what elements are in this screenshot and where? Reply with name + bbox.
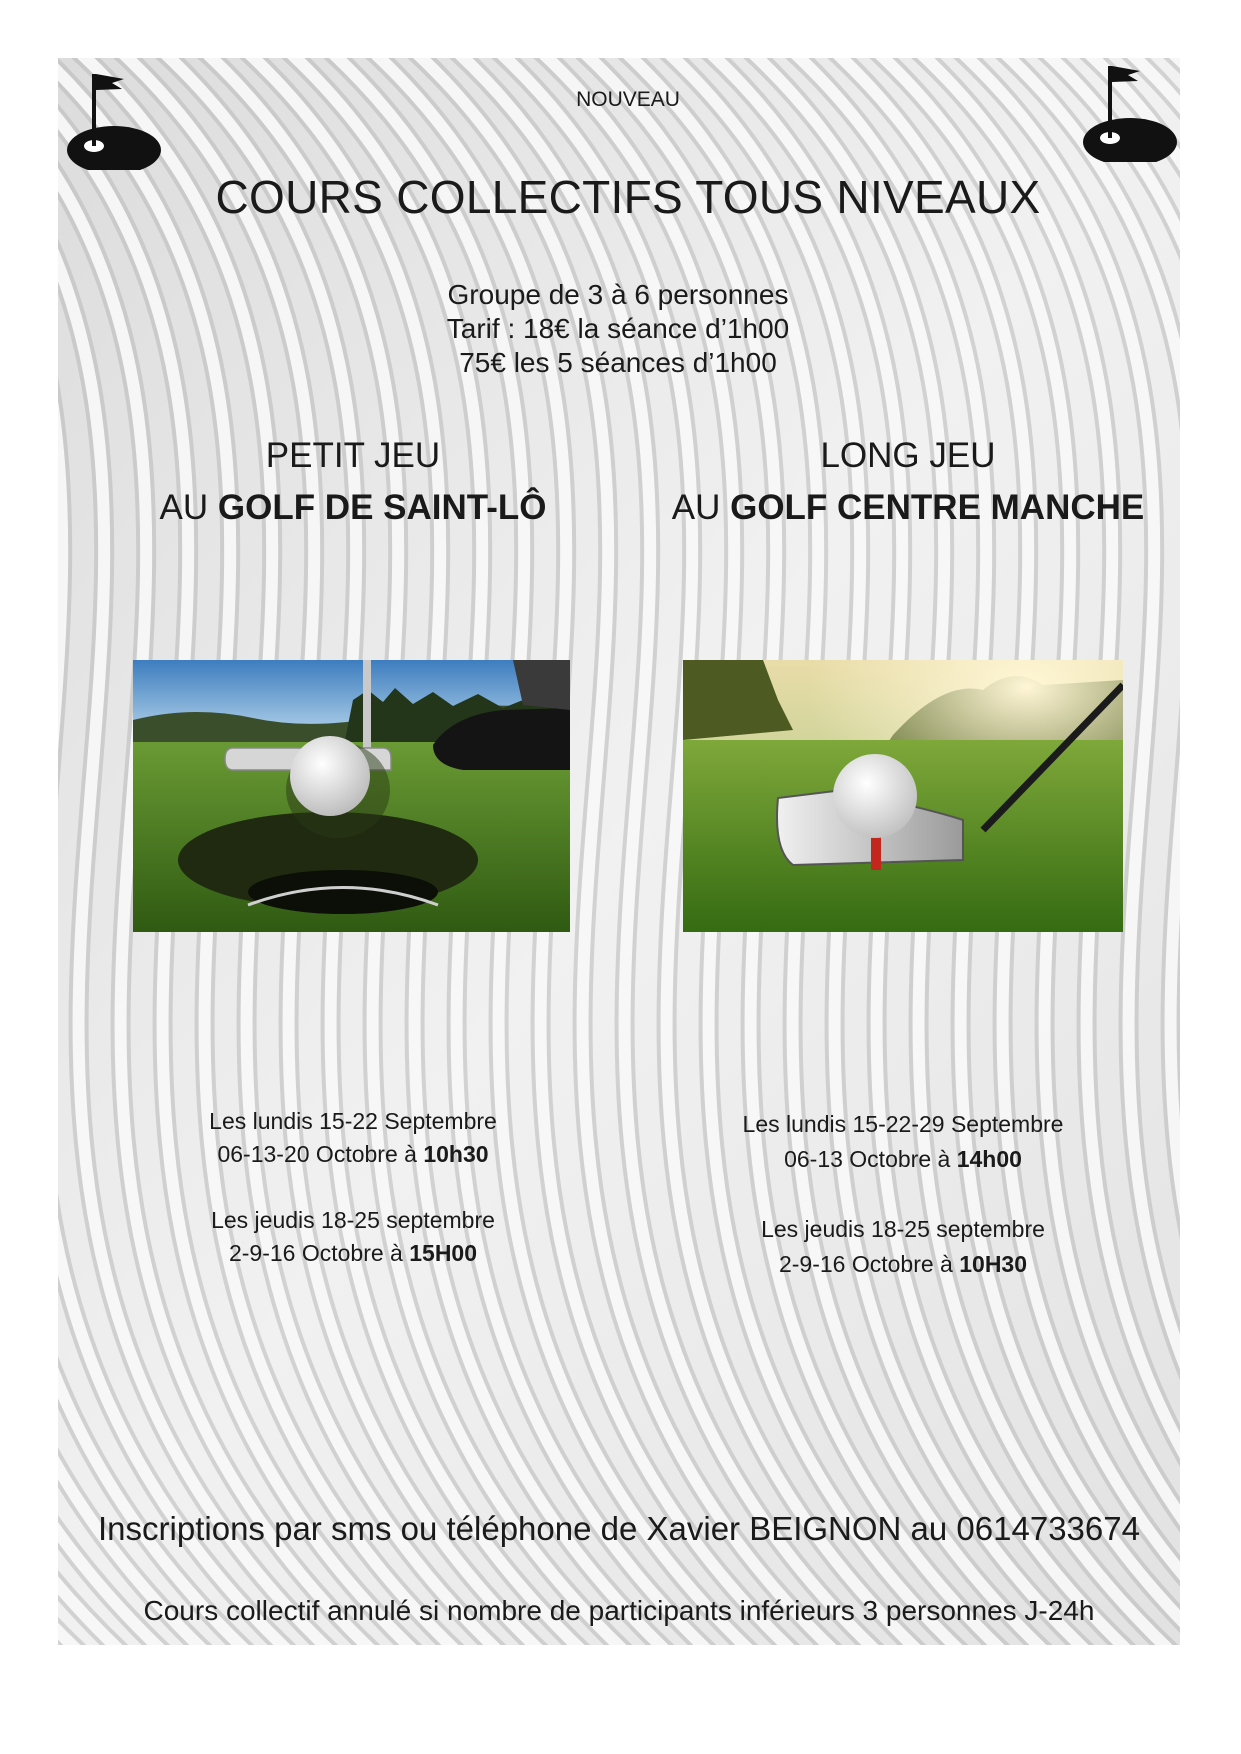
registration-text: Inscriptions par sms ou téléphone de Xavier BEIGNON au 0614733674 <box>98 1510 1140 1547</box>
right-heading <box>648 430 1168 534</box>
left-course-type: PETIT JEU <box>265 436 441 475</box>
poster <box>58 58 1180 1645</box>
right-thursdays-october-text: 2-9-16 Octobre à <box>778 1251 953 1277</box>
page-title: COURS COLLECTIFS TOUS NIVEAUX <box>215 171 1041 223</box>
left-thursdays-october-text: 2-9-16 Octobre à <box>228 1240 403 1266</box>
right-thursdays-time: 10H30 <box>959 1251 1028 1277</box>
left-thursdays-dates: Les jeudis 18-25 septembre <box>211 1207 495 1233</box>
golf-flag-icon-right <box>1078 62 1178 162</box>
price-pack-text: 75€ les 5 séances d’1h00 <box>459 347 777 378</box>
right-thursdays-october <box>668 1247 1138 1282</box>
putting-photo <box>133 660 570 932</box>
golf-flag-icon-left <box>64 70 164 170</box>
badge-label: NOUVEAU <box>576 88 680 111</box>
left-heading <box>118 430 588 534</box>
left-location-name: GOLF DE SAINT-LÔ <box>217 488 547 527</box>
right-location-name: GOLF CENTRE MANCHE <box>730 488 1145 527</box>
left-mondays-october-text: 06-13-20 Octobre à <box>217 1141 417 1167</box>
left-mondays-october <box>118 1138 588 1171</box>
left-location <box>118 482 588 534</box>
cancellation-text: Cours collectif annulé si nombre de participants inférieurs 3 personnes J-24h <box>143 1595 1095 1626</box>
right-schedule <box>668 1107 1138 1282</box>
left-schedule <box>118 1105 588 1270</box>
driver-photo <box>683 660 1123 932</box>
right-location <box>648 482 1168 534</box>
right-course-type: LONG JEU <box>820 436 996 475</box>
right-location-prefix: AU <box>671 488 721 527</box>
right-thursdays-dates: Les jeudis 18-25 septembre <box>761 1216 1045 1242</box>
left-mondays-time: 10h30 <box>423 1141 489 1167</box>
left-mondays-dates: Les lundis 15-22 Septembre <box>209 1108 497 1134</box>
right-mondays-dates: Les lundis 15-22-29 Septembre <box>742 1111 1064 1137</box>
left-thursdays-time: 15H00 <box>409 1240 478 1266</box>
right-mondays-october <box>668 1142 1138 1177</box>
left-location-prefix: AU <box>159 488 209 527</box>
right-mondays-time: 14h00 <box>956 1146 1022 1172</box>
group-info <box>368 278 868 380</box>
right-mondays-october-text: 06-13 Octobre à <box>784 1146 951 1172</box>
group-size-text: Groupe de 3 à 6 personnes <box>447 279 789 310</box>
price-single-text: Tarif : 18€ la séance d’1h00 <box>446 313 790 344</box>
left-thursdays-october <box>118 1237 588 1270</box>
